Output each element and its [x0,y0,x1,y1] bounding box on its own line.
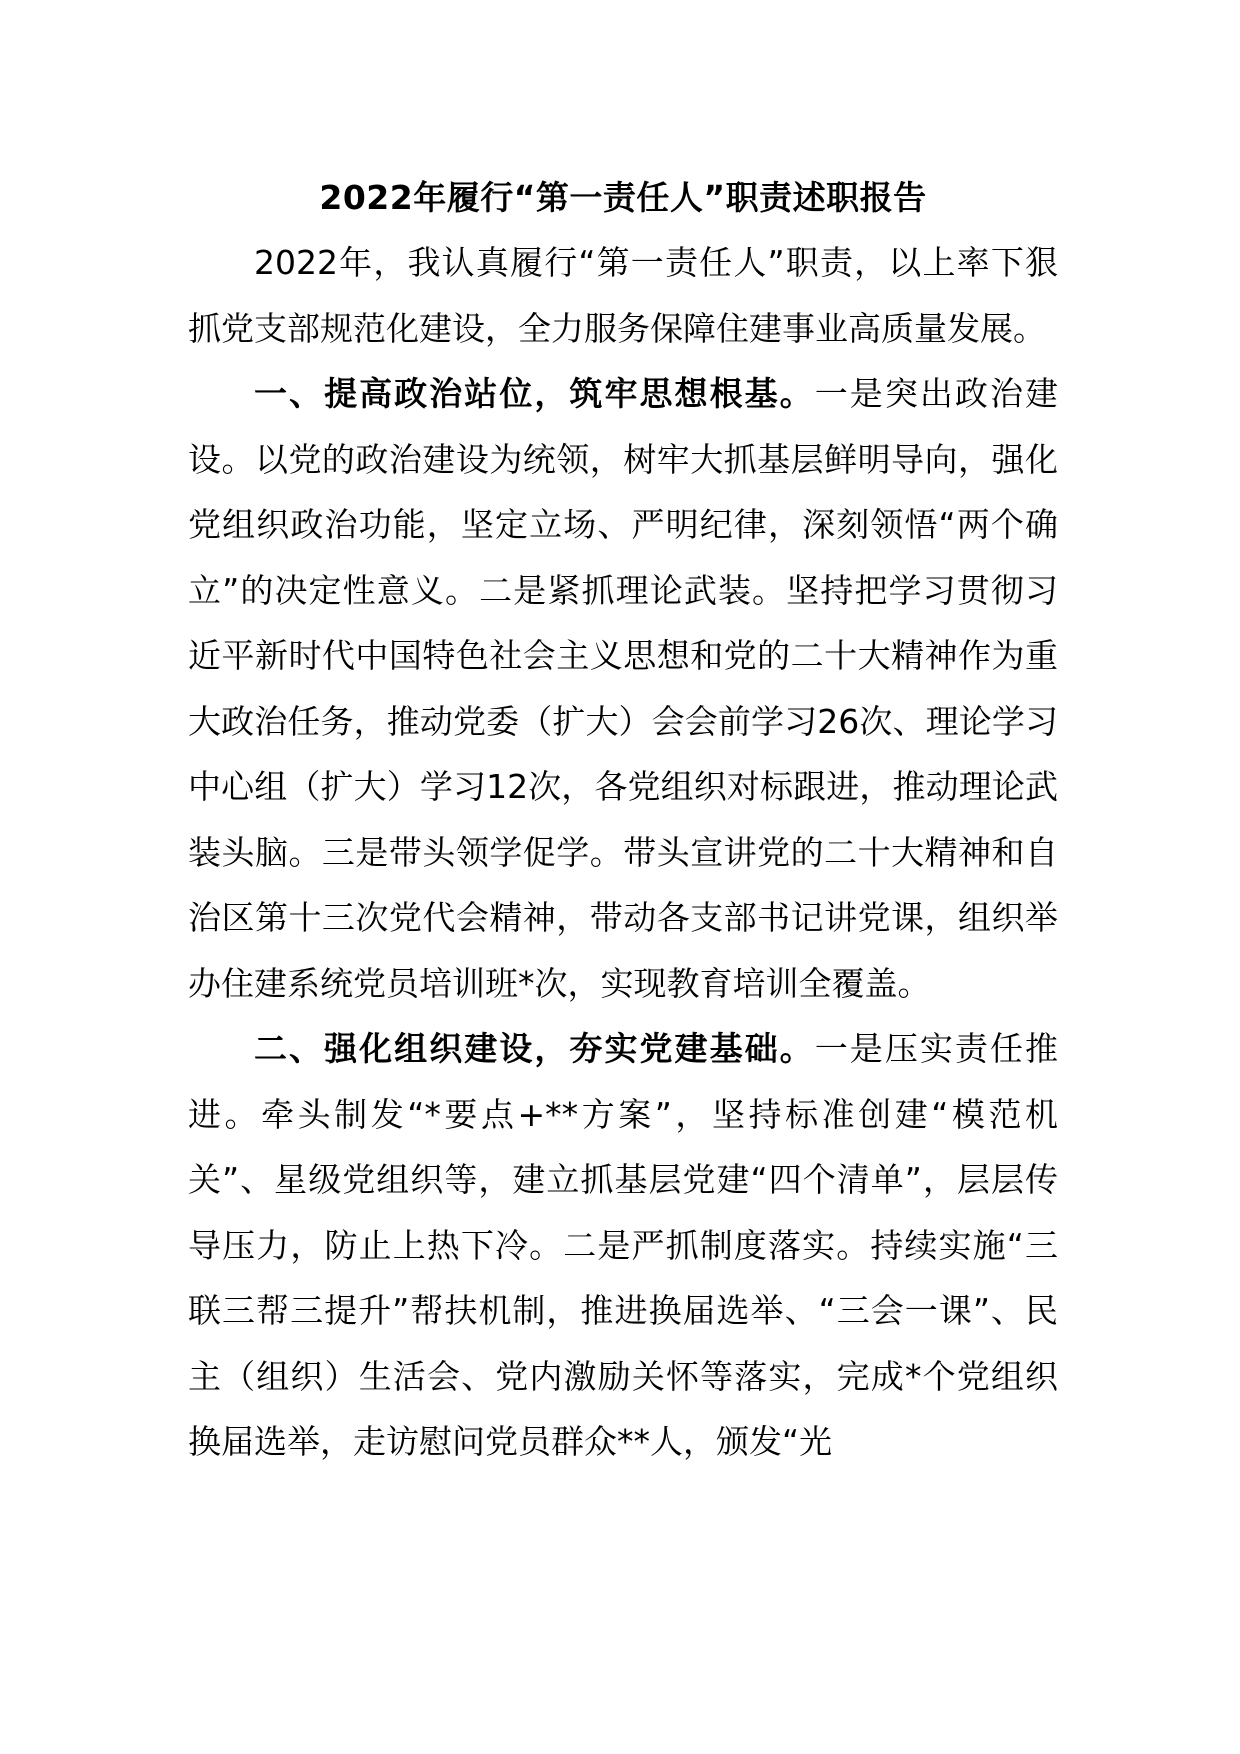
section-paragraph-2 [188,1016,1058,1475]
section-body-2: 一是压实责任推进。牵头制发“*要点+**方案”，坚持标准创建“模范机关”、星级党组织等，建立抓基层党建“四个清单”，层层传导压力，防止上热下冷。二是严抓制度落实。持续实施“三联三帮三提升”帮扶机制，推进换届选举、“三会一课”、民主（组织）生活会、党内激励关怀等落实，完成*个党组织换届选举，走访慰问党员群众**人，颁发“光 [188,1029,1059,1461]
section-body-1: 一是突出政治建设。以党的政治建设为统领，树牢大抓基层鲜明导向，强化党组织政治功能，坚定立场、严明纪律，深刻领悟“两个确立”的决定性意义。二是紧抓理论武装。坚持把学习贯彻习近平新时代中国特色社会主义思想和党的二十大精神作为重大政治任务，推动党委（扩大）会会前学习26次、理论学习中心组（扩大）学习12次，各党组织对标跟进，推动理论武装头脑。三是带头领学促学。带头宣讲党的二十大精神和自治区第十三次党代会精神，带动各支部书记讲党课，组织举办住建系统党员培训班*次，实现教育培训全覆盖。 [188,374,1059,1003]
document-title: 2022年履行“第一责任人”职责述职报告 [319,178,927,217]
section-heading-1: 一、提高政治站位，筑牢思想根基。 [254,374,815,413]
intro-paragraph: 2022年，我认真履行“第一责任人”职责，以上率下狠抓党支部规范化建设，全力服务保障住建事业高质量发展。 [188,243,1058,348]
section-heading-2: 二、强化组织建设，夯实党建基础。 [254,1029,815,1068]
document-page [188,165,1058,1475]
section-paragraph-1 [188,361,1058,1016]
